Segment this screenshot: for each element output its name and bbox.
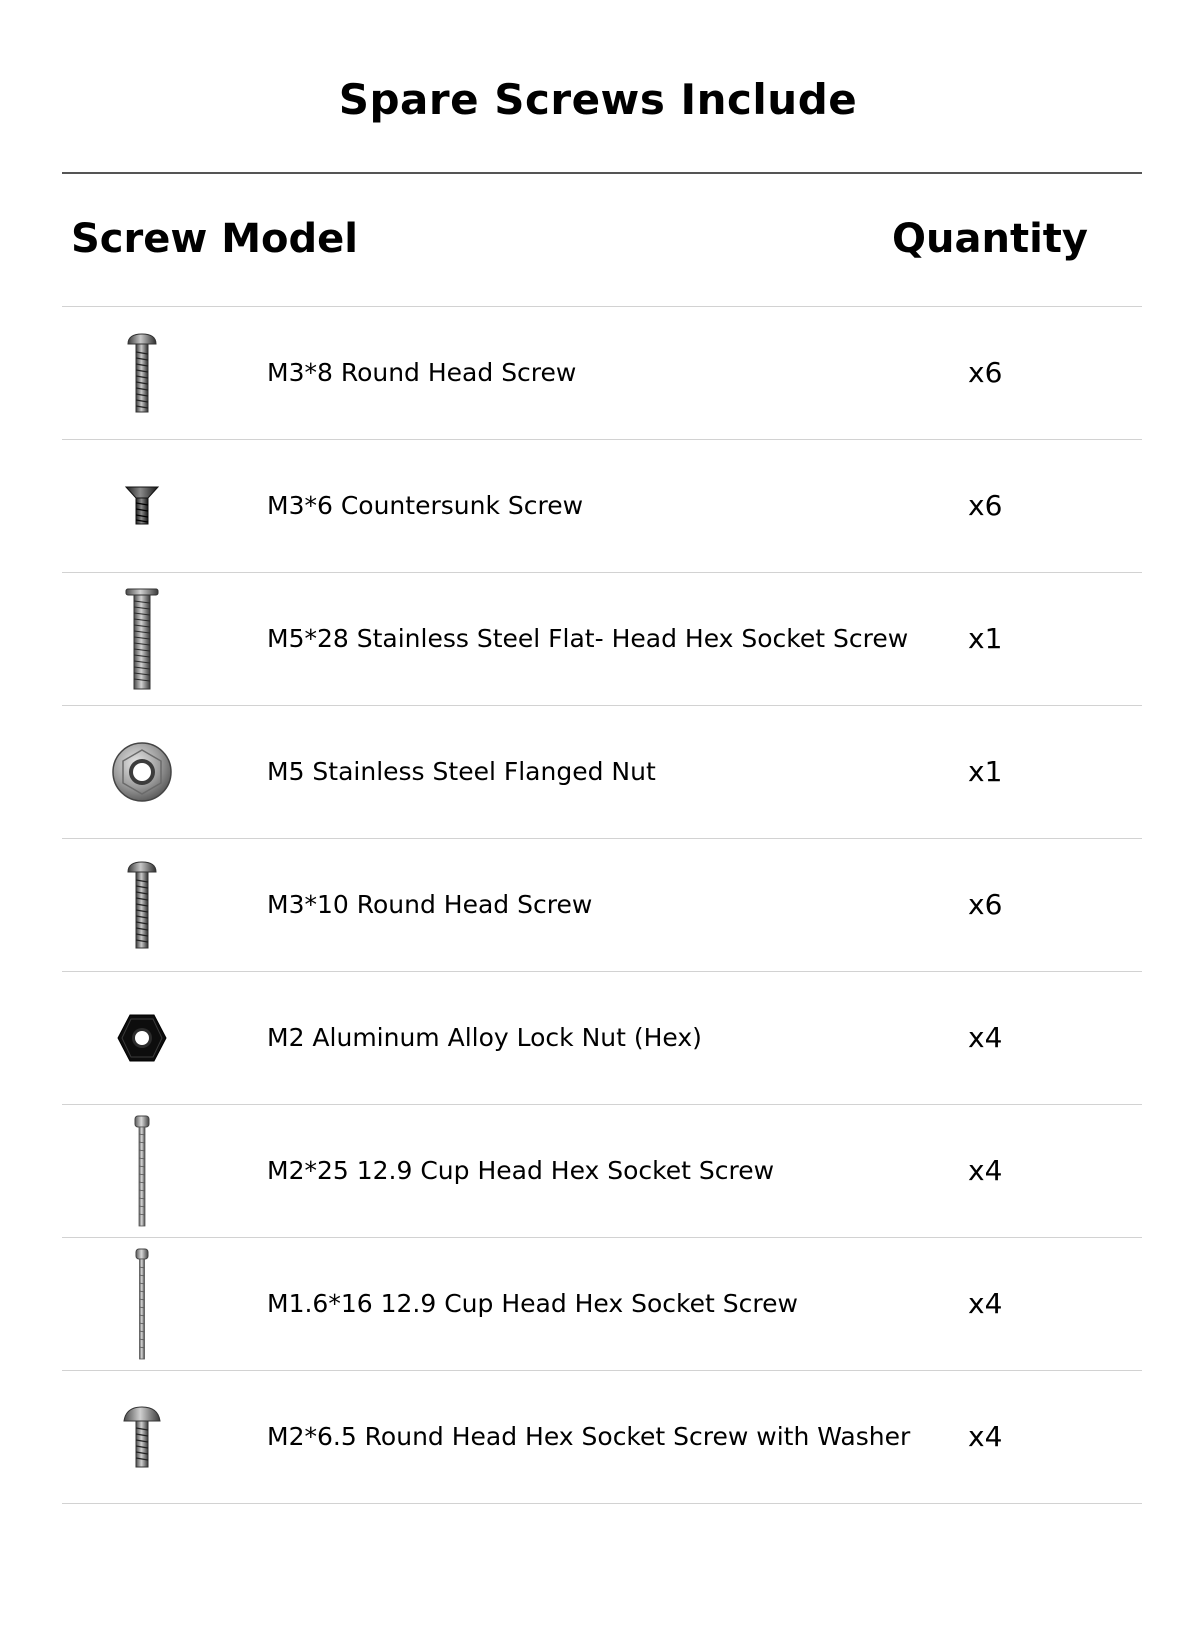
- title-divider: [62, 172, 1142, 174]
- table-row: [62, 573, 1142, 706]
- hex-lock-nut-icon: [116, 1013, 168, 1063]
- cup-head-hex-socket-screw-icon: [127, 1114, 157, 1228]
- screw-model-name: M3*8 Round Head Screw: [267, 358, 577, 387]
- round-head-screw-icon: [122, 860, 162, 950]
- flat-head-hex-socket-screw-icon: [122, 587, 162, 691]
- screw-model-name: M5*28 Stainless Steel Flat- Head Hex Socket Screw: [267, 624, 909, 653]
- column-header-model: Screw Model: [71, 216, 359, 262]
- screw-quantity: x6: [968, 489, 1003, 522]
- countersunk-screw-icon: [122, 484, 162, 528]
- table-row: [62, 1105, 1142, 1238]
- table-row: [62, 839, 1142, 972]
- screw-model-name: M3*10 Round Head Screw: [267, 890, 593, 919]
- page-title: Spare Screws Include: [338, 75, 858, 124]
- screw-quantity: x4: [968, 1420, 1003, 1453]
- column-header-quantity: Quantity: [892, 216, 1088, 262]
- cup-head-hex-socket-screw-icon: [127, 1247, 157, 1361]
- screw-model-name: M1.6*16 12.9 Cup Head Hex Socket Screw: [267, 1289, 798, 1318]
- table-row: [62, 1238, 1142, 1371]
- screw-quantity: x4: [968, 1154, 1003, 1187]
- screw-model-name: M2*6.5 Round Head Hex Socket Screw with Washer: [267, 1422, 911, 1451]
- table-row: [62, 307, 1142, 440]
- round-head-washer-screw-icon: [120, 1405, 164, 1469]
- flanged-nut-icon: [111, 741, 173, 803]
- screw-table: [62, 307, 1142, 1504]
- table-row: [62, 972, 1142, 1105]
- screw-quantity: x4: [968, 1287, 1003, 1320]
- table-header: [62, 175, 1142, 307]
- screw-model-name: M2 Aluminum Alloy Lock Nut (Hex): [267, 1023, 702, 1052]
- screw-quantity: x6: [968, 888, 1003, 921]
- table-row: [62, 1371, 1142, 1504]
- table-row: [62, 706, 1142, 839]
- screw-quantity: x1: [968, 622, 1003, 655]
- screw-model-name: M5 Stainless Steel Flanged Nut: [267, 757, 656, 786]
- screw-model-name: M3*6 Countersunk Screw: [267, 491, 584, 520]
- screw-quantity: x6: [968, 356, 1003, 389]
- table-row: [62, 440, 1142, 573]
- round-head-screw-icon: [122, 332, 162, 414]
- screw-model-name: M2*25 12.9 Cup Head Hex Socket Screw: [267, 1156, 775, 1185]
- screw-quantity: x1: [968, 755, 1003, 788]
- screw-quantity: x4: [968, 1021, 1003, 1054]
